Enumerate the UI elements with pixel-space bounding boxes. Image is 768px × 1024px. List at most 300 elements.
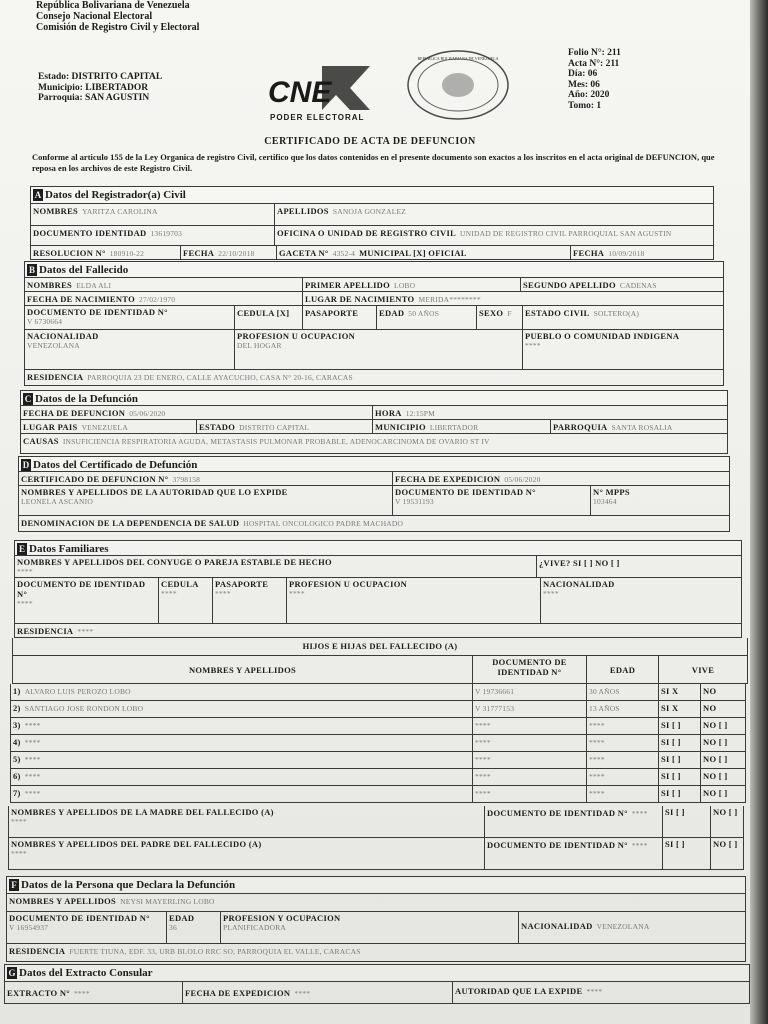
col-header-doc: DOCUMENTO DE IDENTIDAD N° [473, 656, 587, 683]
child-name-cell [11, 718, 473, 734]
label: NACIONALIDAD [543, 579, 615, 589]
secE-row-2 [14, 578, 742, 624]
child-doc-value-cell [473, 752, 587, 768]
declarant-nationality-cell [519, 912, 745, 943]
health-dependency-value: HOSPITAL ONCOLOGICO PADRE MACHADO [243, 519, 404, 528]
label: NOMBRES [33, 206, 79, 216]
child-alive-yes-cell [659, 752, 701, 768]
section-b-title: Datos del Fallecido [39, 264, 129, 276]
header-organization [36, 0, 199, 33]
label: FECHA DE DEFUNCION [23, 408, 126, 418]
child-age-value-cell [587, 735, 659, 751]
child-index: 4) [13, 737, 21, 747]
children-header-row [12, 656, 748, 684]
section-c-badge: C [24, 394, 32, 405]
secD-row-3 [18, 516, 730, 532]
mother-row [8, 806, 744, 838]
deceased-names-value: ELDA ALI [76, 281, 112, 290]
child-alive-no-cell [701, 752, 745, 768]
section-e-header [14, 540, 742, 556]
child-row [10, 684, 746, 701]
child-alive-no-cell [701, 735, 745, 751]
child-index: 5) [13, 754, 21, 764]
spouse-cell [15, 556, 537, 577]
col-header-age: EDAD [587, 656, 659, 683]
child-alive-no: NO [703, 686, 717, 696]
label: RESOLUCION N° [33, 248, 106, 258]
registrar-surnames-cell [275, 204, 713, 225]
father-alive-yes: SI [ ] [663, 838, 711, 869]
declarant-names-cell [7, 894, 745, 911]
declarant-occupation-value: PLANIFICADORA [223, 923, 287, 932]
resolution-value: 180910-22 [109, 249, 145, 258]
child-alive-no: NO [ ] [703, 720, 728, 730]
child-doc-value: V 19736661 [475, 687, 515, 696]
label: DOCUMENTO DE IDENTIDAD N° [487, 808, 628, 818]
label: CAUSAS [23, 436, 59, 446]
extract-authority-value: **** [586, 987, 603, 996]
child-doc-value-cell [473, 735, 587, 751]
state-cell [197, 420, 373, 433]
nationality-value: VENEZOLANA [27, 341, 80, 350]
child-row [10, 752, 746, 769]
estado-line: Estado: DISTRITO CAPITAL [38, 72, 163, 82]
sex-value: F [507, 309, 512, 318]
child-doc-value-cell [473, 684, 587, 700]
label: NOMBRES Y APELLIDOS DEL CONYUGE O PAREJA ESTABLE DE HECHO [17, 557, 332, 567]
gazette-date-cell [571, 246, 713, 259]
health-dependency-cell [19, 516, 729, 531]
registry-office-cell [275, 226, 713, 245]
child-age-value-cell [587, 786, 659, 802]
declarant-names-value: NEYSI MAYERLING LOBO [120, 897, 215, 906]
label: LUGAR DE NACIMIENTO [305, 294, 415, 304]
father-doc-value: **** [631, 841, 648, 850]
resolution-date-value: 22/10/2018 [218, 249, 255, 258]
child-age-value: 30 AÑOS [589, 687, 620, 696]
label: FECHA [183, 248, 215, 258]
birth-place-cell [303, 292, 723, 305]
section-d-badge: D [22, 460, 30, 471]
mother-doc-cell [485, 806, 663, 837]
spouse-value: **** [17, 567, 33, 576]
second-surname-value: CADENAS [619, 281, 657, 290]
child-name-cell [11, 769, 473, 785]
child-index: 7) [13, 788, 21, 798]
secC-row-1 [20, 406, 728, 420]
parish-value: SANTA ROSALIA [611, 423, 673, 432]
label: PASAPORTE [215, 579, 269, 589]
label: DOCUMENTO DE IDENTIDAD N° [487, 840, 628, 850]
child-row [10, 786, 746, 803]
child-age-value-cell [587, 684, 659, 700]
indigenous-value: **** [525, 341, 541, 350]
child-index: 6) [13, 771, 21, 781]
cedula-label: CEDULA [X] [237, 308, 290, 318]
child-alive-yes: SI [ ] [661, 737, 681, 747]
cne-logo-text: CNE [268, 76, 332, 109]
secB-row-3 [24, 306, 724, 330]
child-name-value: SANTIAGO JOSE RONDON LOBO [24, 704, 144, 713]
extract-date-value: **** [294, 989, 311, 998]
child-alive-no-cell [701, 786, 745, 802]
anio-line: Año: 2020 [568, 90, 610, 100]
label: NOMBRES Y APELLIDOS DEL PADRE DEL FALLECIDO (A) [11, 839, 262, 849]
section-g-badge: G [8, 968, 16, 979]
label: NOMBRES Y APELLIDOS DE LA MADRE DEL FALLECIDO (A) [11, 807, 274, 817]
declarant-nationality-value: VENEZOLANA [596, 922, 650, 931]
label: DOCUMENTO DE IDENTIDAD N° [395, 487, 536, 497]
child-name-value: ALVARO LUIS PEROZO LOBO [24, 687, 131, 696]
spouse-nationality-value: **** [543, 589, 559, 598]
section-g-header [4, 964, 750, 982]
occupation-value: DEL HOGAR [237, 341, 282, 350]
org-line-3: Comisión de Registro Civil y Electoral [36, 22, 200, 33]
child-alive-yes: SI [ ] [661, 720, 681, 730]
section-f-header [6, 876, 746, 894]
father-value: **** [11, 849, 27, 858]
secB-row-5 [24, 370, 724, 386]
label: SEXO [479, 308, 504, 318]
child-alive-yes-cell [659, 684, 701, 700]
acta-line: Acta N°: 211 [568, 58, 620, 69]
label: RESIDENCIA [27, 372, 84, 382]
label: SEGUNDO APELLIDO [523, 280, 616, 290]
spouse-occupation-cell [287, 578, 541, 623]
child-age-value: 13 AÑOS [589, 704, 620, 713]
causes-value: INSUFICIENCIA RESPIRATORIA AGUDA, METASTASIS PULMONAR PROBABLE, ADENOCARCINOMA DE OVARIO ST IV [62, 437, 490, 446]
section-a-badge: A [34, 190, 42, 201]
label: ESTADO [199, 422, 236, 432]
father-cell [9, 838, 485, 869]
label: NACIONALIDAD [27, 331, 99, 341]
label: NOMBRES Y APELLIDOS DE LA AUTORIDAD QUE LO EXPIDE [21, 487, 288, 497]
label: DOCUMENTO DE IDENTIDAD N° [17, 579, 146, 599]
child-alive-yes: SI [ ] [661, 754, 681, 764]
child-alive-no: NO [ ] [703, 788, 728, 798]
label: DOCUMENTO IDENTIDAD [33, 228, 147, 238]
child-doc-value: **** [475, 738, 491, 747]
child-name-value: **** [24, 772, 41, 781]
label: DOCUMENTO DE IDENTIDAD N° [9, 913, 150, 923]
declarant-doc-value: V 16954937 [9, 923, 49, 932]
child-index: 1) [13, 686, 21, 696]
child-doc-value-cell [473, 786, 587, 802]
children-title-row [12, 638, 748, 656]
label: OFICINA O UNIDAD DE REGISTRO CIVIL [277, 228, 457, 238]
folio-line: Folio N°: 211 [568, 48, 621, 58]
child-index: 3) [13, 720, 21, 730]
document-title: CERTIFICADO DE ACTA DE DEFUNCION [264, 136, 476, 147]
issue-date-cell [393, 472, 729, 485]
father-alive-no: NO [ ] [713, 839, 738, 849]
spouse-occupation-value: **** [289, 589, 305, 598]
gazette-cell [277, 246, 571, 259]
label: PROFESION Y OCUPACION [223, 913, 341, 923]
child-age-value: **** [589, 789, 605, 798]
child-doc-value-cell [473, 769, 587, 785]
col-header-names: NOMBRES Y APELLIDOS [13, 656, 473, 683]
label: FECHA DE EXPEDICION [185, 988, 291, 998]
child-name-cell [11, 752, 473, 768]
label: CERTIFICADO DE DEFUNCION N° [21, 474, 169, 484]
section-g-title: Datos del Extracto Consular [19, 967, 153, 979]
section-d-title: Datos del Certificado de Defunción [33, 459, 198, 471]
declarant-age-cell [167, 912, 221, 943]
org-line-2: Consejo Nacional Electoral [36, 11, 153, 22]
label: FECHA DE NACIMIENTO [27, 294, 136, 304]
child-alive-no: NO [703, 703, 717, 713]
child-name-cell [11, 735, 473, 751]
section-e-title: Datos Familiares [29, 543, 109, 555]
official-seal [404, 48, 512, 122]
label: PUEBLO O COMUNIDAD INDIGENA [525, 331, 680, 341]
birth-date-value: 27/02/1970 [139, 295, 176, 304]
deceased-doc-value: V 6730664 [27, 317, 63, 326]
child-doc-value-cell [473, 718, 587, 734]
civil-status-cell [523, 306, 723, 329]
child-doc-value: **** [475, 755, 491, 764]
secB-row-2 [24, 292, 724, 306]
label: EXTRACTO N° [7, 988, 70, 998]
section-f-badge: F [9, 879, 19, 891]
child-alive-no: NO [ ] [703, 737, 728, 747]
child-row [10, 769, 746, 786]
residence-cell [25, 370, 723, 385]
authority-doc-cell [393, 486, 591, 515]
death-date-cell [21, 406, 373, 419]
header-record-info [568, 48, 621, 111]
country-cell [21, 420, 197, 433]
secD-row-2 [18, 486, 730, 516]
child-alive-no: NO [ ] [703, 771, 728, 781]
secB-row-1 [24, 278, 724, 292]
section-b-header [24, 261, 724, 278]
child-alive-yes-cell [659, 701, 701, 717]
mpps-cell [591, 486, 729, 515]
cne-logo [262, 62, 377, 128]
death-date-value: 05/06/2020 [129, 409, 166, 418]
sex-cell [477, 306, 523, 329]
spouse-doc-cell [15, 578, 159, 623]
issuing-authority-cell [19, 486, 393, 515]
spouse-alive-label: ¿VIVE? SI [ ] NO [ ] [539, 558, 620, 568]
child-age-value: **** [589, 755, 605, 764]
spouse-residence-cell [15, 624, 741, 637]
child-age-value: **** [589, 738, 605, 747]
first-surname-value: LOBO [394, 281, 416, 290]
child-name-cell [11, 701, 473, 717]
tomo-line: Tomo: 1 [568, 100, 602, 111]
child-doc-value: V 31777153 [475, 704, 515, 713]
death-hour-cell [373, 406, 727, 419]
mes-line: Mes: 06 [568, 79, 600, 90]
civil-status-value: SOLTERO(A) [593, 309, 640, 318]
child-doc-value: **** [475, 772, 491, 781]
label: DENOMINACION DE LA DEPENDENCIA DE SALUD [21, 518, 240, 528]
children-title: HIJOS E HIJAS DEL FALLECIDO (A) [302, 641, 458, 651]
spouse-cedula-cell [159, 578, 213, 623]
child-alive-yes: SI X [661, 703, 679, 713]
label: DOCUMENTO DE IDENTIDAD N° [27, 307, 168, 317]
mother-doc-value: **** [631, 809, 648, 818]
extract-number-cell [5, 982, 183, 1003]
first-surname-cell [303, 278, 521, 291]
registrar-doc-value: 13619703 [150, 229, 183, 238]
child-row [10, 718, 746, 735]
child-alive-no-cell [701, 684, 745, 700]
seal-text: REPUBLICA BOLIVARIANA DE VENEZUELA [417, 56, 499, 61]
spouse-passport-value: **** [215, 589, 231, 598]
header-location [38, 72, 162, 104]
father-row [8, 838, 744, 870]
child-row [10, 735, 746, 752]
extract-number-value: **** [73, 989, 90, 998]
child-age-value-cell [587, 701, 659, 717]
cne-logo-subtext: PODER ELECTORAL [270, 113, 365, 122]
label: PRIMER APELLIDO [305, 280, 391, 290]
mpps-value: 103464 [593, 497, 617, 506]
death-hour-value: 12:15PM [405, 409, 436, 418]
secD-row-1 [18, 472, 730, 486]
father-doc-cell [485, 838, 663, 869]
section-d-header [18, 456, 730, 472]
gazette-date-value: 10/09/2018 [608, 249, 645, 258]
certificate-number-cell [19, 472, 393, 485]
authority-doc-value: V 19531193 [395, 497, 434, 506]
age-value: 50 AÑOS [408, 309, 440, 318]
label: LUGAR PAIS [23, 422, 78, 432]
label: FECHA [573, 248, 605, 258]
spouse-residence-value: **** [77, 627, 94, 636]
spouse-nationality-cell [541, 578, 741, 623]
cedula-cell [235, 306, 303, 329]
country-value: VENEZUELA [81, 423, 128, 432]
declarant-age-value: 36 [169, 923, 177, 932]
label: N° MPPS [593, 487, 630, 497]
child-age-value-cell [587, 752, 659, 768]
secF-row-2 [6, 912, 746, 944]
registry-office-value: UNIDAD DE REGISTRO CIVIL PARROQUIAL SAN AGUSTIN [460, 229, 672, 238]
nationality-cell [25, 330, 235, 369]
label: HORA [375, 408, 402, 418]
parroquia-line: Parroquia: SAN AGUSTIN [38, 93, 150, 103]
child-name-cell [11, 786, 473, 802]
deceased-doc-cell [25, 306, 235, 329]
child-alive-yes: SI X [661, 686, 679, 696]
registrar-names-value: YARITZA CAROLINA [82, 207, 158, 216]
label: EDAD [379, 308, 405, 318]
spouse-cedula-value: **** [161, 589, 177, 598]
registrar-names-cell [31, 204, 275, 225]
indigenous-cell [523, 330, 723, 369]
parish-cell [551, 420, 727, 433]
registrar-doc-cell [31, 226, 275, 245]
passport-cell [303, 306, 377, 329]
extract-authority-cell [453, 982, 749, 1003]
secF-row-3 [6, 944, 746, 962]
page-edge-shadow [750, 0, 768, 1024]
extract-date-cell [183, 982, 453, 1003]
secB-row-4 [24, 330, 724, 370]
label: AUTORIDAD QUE LA EXPIDE [455, 986, 583, 996]
child-name-value: **** [24, 721, 41, 730]
child-alive-no: NO [ ] [703, 754, 728, 764]
municipality-value: LIBERTADOR [429, 423, 479, 432]
child-index: 2) [13, 703, 21, 713]
declarant-residence-cell [7, 944, 745, 961]
label: NOMBRES Y APELLIDOS [9, 896, 117, 906]
passport-label: PASAPORTE [305, 308, 359, 318]
section-f-title: Datos de la Persona que Declara la Defunción [21, 879, 236, 891]
section-e-badge: E [18, 544, 25, 555]
issue-date-value: 05/06/2020 [504, 475, 541, 484]
child-doc-value: **** [475, 789, 491, 798]
section-c-title: Datos de la Defunción [35, 393, 138, 405]
label: PROFESION U OCUPACION [289, 579, 408, 589]
intro-paragraph: Conforme al articulo 155 de la Ley Organica de registro Civil, certifico que los datos contenidos en el presente documento son exactos a los inscritos en el acta original de DEFUNCION, que reposa en los archivos de este Registro Civil. [32, 152, 715, 173]
section-a-title: Datos del Registrador(a) Civil [45, 189, 186, 201]
declarant-occupation-cell [221, 912, 519, 943]
mother-alive-yes: SI [ ] [663, 806, 711, 837]
declarant-residence-value: FUERTE TIUNA, EDF. 33, URB BLOLO RRC SO, PARROQUIA EL VALLE, CARACAS [69, 947, 361, 956]
label: EDAD [169, 913, 195, 923]
dia-line: Día: 06 [568, 69, 598, 79]
age-cell [377, 306, 477, 329]
secG-row-1 [4, 982, 750, 1004]
secF-row-1 [6, 894, 746, 912]
label: GACETA N° [279, 248, 329, 258]
declarant-doc-cell [7, 912, 167, 943]
label: NOMBRES [27, 280, 73, 290]
mother-value: **** [11, 817, 27, 826]
label: NACIONALIDAD [521, 921, 593, 931]
label: RESIDENCIA [9, 946, 66, 956]
resolution-date-cell [181, 246, 277, 259]
certificate-number-value: 3798158 [172, 475, 201, 484]
secA-row-1 [30, 204, 714, 226]
label: CEDULA [161, 579, 199, 589]
secC-row-3 [20, 434, 728, 454]
child-alive-no-cell [701, 718, 745, 734]
child-age-value-cell [587, 718, 659, 734]
child-age-value: **** [589, 721, 605, 730]
causes-cell [21, 434, 727, 453]
child-alive-yes: SI [ ] [661, 771, 681, 781]
label: MUNICIPIO [375, 422, 426, 432]
col-header-alive: VIVE [691, 665, 715, 675]
section-a-header [30, 186, 714, 204]
child-alive-no-cell [701, 701, 745, 717]
label: PARROQUIA [553, 422, 608, 432]
mother-alive-no: NO [ ] [713, 807, 738, 817]
secC-row-2 [20, 420, 728, 434]
deceased-names-cell [25, 278, 303, 291]
birth-place-value: MERIDA******** [418, 295, 481, 304]
child-name-value: **** [24, 738, 41, 747]
spouse-doc-value: **** [17, 599, 33, 608]
child-doc-value-cell [473, 701, 587, 717]
child-row [10, 701, 746, 718]
child-age-value-cell [587, 769, 659, 785]
child-alive-yes: SI [ ] [661, 788, 681, 798]
secE-row-1 [14, 556, 742, 578]
child-alive-yes-cell [659, 735, 701, 751]
section-c-header [20, 390, 728, 406]
second-surname-cell [521, 278, 723, 291]
label: APELLIDOS [277, 206, 329, 216]
municipio-line: Municipio: LIBERTADOR [38, 82, 149, 93]
